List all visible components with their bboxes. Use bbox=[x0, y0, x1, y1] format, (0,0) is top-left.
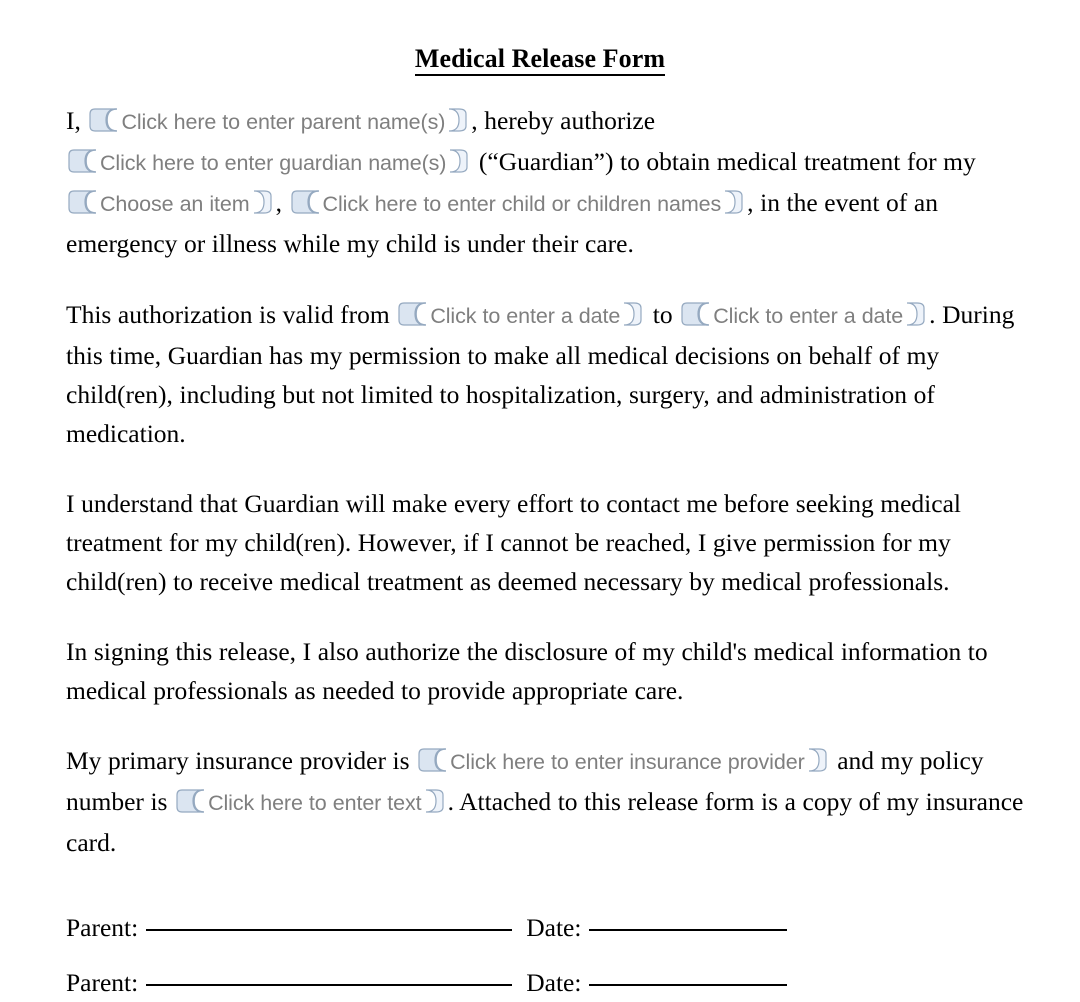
insurance-text-2: and my policy number is bbox=[66, 746, 984, 816]
intro-text-2: , hereby authorize bbox=[471, 106, 656, 135]
content-control-insurance-provider-label: Click here to enter insurance provider bbox=[450, 750, 805, 774]
parent-signature-label: Parent: bbox=[66, 968, 139, 997]
paragraph-validity bbox=[66, 295, 1042, 453]
signature-row bbox=[66, 908, 1042, 947]
understand-text: I understand that Guardian will make every effort to contact me before seeking medical treatment for my child(ren). However, if I cannot be reached, I give permission for my child(ren) to receive medical treatment as deemed necessary by medical professionals. bbox=[66, 489, 961, 596]
content-control-relationship-label: Choose an item bbox=[100, 192, 250, 216]
date-label: Date: bbox=[526, 968, 582, 997]
content-control-close-bracket-icon bbox=[422, 787, 448, 815]
date-line[interactable] bbox=[589, 984, 787, 986]
content-control-close-bracket-icon bbox=[620, 300, 646, 328]
parent-signature-line[interactable] bbox=[146, 984, 512, 986]
paragraph-understanding bbox=[66, 484, 1042, 601]
content-control-open-bracket-icon bbox=[66, 188, 100, 216]
content-control-close-bracket-icon bbox=[721, 188, 747, 216]
content-control-open-bracket-icon bbox=[87, 106, 121, 134]
document-page bbox=[0, 44, 1080, 997]
content-control-end-date[interactable] bbox=[679, 304, 929, 328]
intro-text-3: (“Guardian”) to obtain medical treatment for my bbox=[472, 147, 976, 176]
content-control-open-bracket-icon bbox=[289, 188, 323, 216]
content-control-open-bracket-icon bbox=[416, 746, 450, 774]
signature-row bbox=[66, 963, 1042, 1002]
paragraph-intro bbox=[66, 101, 1042, 263]
content-control-close-bracket-icon bbox=[903, 300, 929, 328]
content-control-close-bracket-icon bbox=[446, 147, 472, 175]
content-control-guardian-name[interactable] bbox=[66, 151, 472, 175]
content-control-start-date-label: Click to enter a date bbox=[430, 304, 621, 328]
content-control-open-bracket-icon bbox=[174, 787, 208, 815]
content-control-child-names[interactable] bbox=[289, 192, 748, 216]
content-control-close-bracket-icon bbox=[805, 746, 831, 774]
content-control-policy-number-label: Click here to enter text bbox=[208, 791, 422, 815]
page-title-text: Medical Release Form bbox=[415, 44, 665, 76]
intro-text-4: , bbox=[275, 188, 289, 217]
valid-text-2: to bbox=[646, 300, 680, 329]
date-line[interactable] bbox=[589, 929, 787, 931]
paragraph-disclosure bbox=[66, 632, 1042, 710]
parent-signature-label: Parent: bbox=[66, 913, 139, 942]
insurance-text-1: My primary insurance provider is bbox=[66, 746, 417, 775]
content-control-child-names-label: Click here to enter child or children names bbox=[322, 192, 722, 216]
signature-block bbox=[66, 908, 1042, 1002]
page-title bbox=[66, 44, 1042, 74]
valid-text-1: This authorization is valid from bbox=[66, 300, 397, 329]
content-control-insurance-provider[interactable] bbox=[416, 750, 831, 774]
intro-text-1: I, bbox=[66, 106, 88, 135]
parent-signature-line[interactable] bbox=[146, 929, 512, 931]
content-control-policy-number[interactable] bbox=[174, 791, 448, 815]
content-control-end-date-label: Click to enter a date bbox=[713, 304, 904, 328]
content-control-parent-name[interactable] bbox=[87, 110, 471, 134]
date-label: Date: bbox=[526, 913, 582, 942]
signing-text: In signing this release, I also authorize the disclosure of my child's medical information to medical professionals as needed to provide appropriate care. bbox=[66, 637, 988, 705]
insurance-text-3: . Attached to this release form is a copy of my insurance card. bbox=[66, 787, 1024, 857]
valid-text-3: . During this time, Guardian has my permission to make all medical decisions on behalf of my child(ren), including but not limited to hospitalization, surgery, and administration of medication. bbox=[66, 300, 1015, 448]
content-control-close-bracket-icon bbox=[445, 106, 471, 134]
content-control-close-bracket-icon bbox=[250, 188, 276, 216]
content-control-guardian-name-label: Click here to enter guardian name(s) bbox=[100, 151, 447, 175]
content-control-open-bracket-icon bbox=[396, 300, 430, 328]
content-control-open-bracket-icon bbox=[679, 300, 713, 328]
content-control-relationship[interactable] bbox=[66, 192, 276, 216]
content-control-start-date[interactable] bbox=[396, 304, 646, 328]
content-control-parent-name-label: Click here to enter parent name(s) bbox=[121, 110, 446, 134]
intro-text-5: , in the event of an emergency or illness while my child is under their care. bbox=[66, 188, 938, 258]
content-control-open-bracket-icon bbox=[66, 147, 100, 175]
paragraph-insurance bbox=[66, 741, 1042, 862]
